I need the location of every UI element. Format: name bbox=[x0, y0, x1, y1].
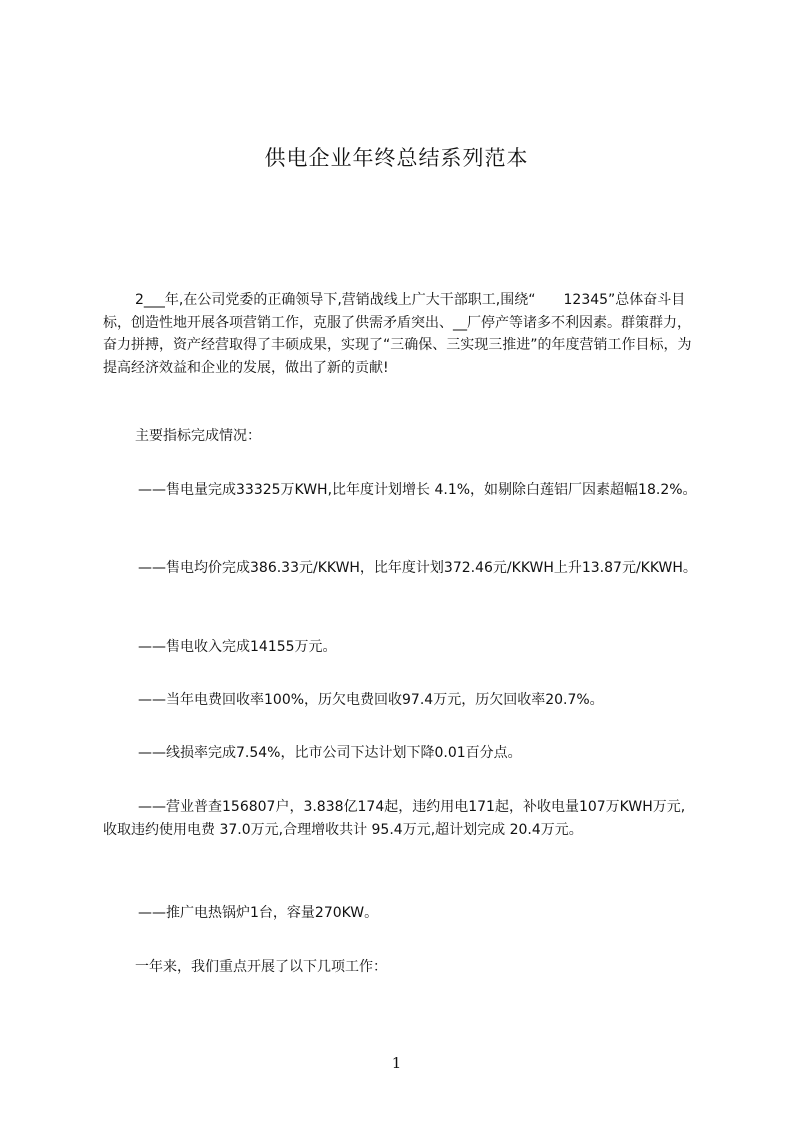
indicator-item: ——售电量完成33325万KWH,比年度计划增长 4.1%，如剔除白莲铝厂因素超幅18.2%。 bbox=[138, 482, 697, 498]
indicator-item: ——售电均价完成386.33元/KKWH，比年度计划372.46元/KKWH上升13.87元/KKWH。 bbox=[138, 560, 697, 576]
indicator-item: ——线损率完成7.54%，比市公司下达计划下降0.01百分点。 bbox=[138, 745, 522, 761]
page-number: 1 bbox=[391, 1054, 402, 1072]
closing-paragraph: 一年来，我们重点开展了以下几项工作： bbox=[135, 959, 387, 975]
indicator-item: ——售电收入完成14155万元。 bbox=[138, 639, 337, 655]
section-heading: 主要指标完成情况： bbox=[135, 428, 261, 444]
intro-paragraph: 2___年,在公司党委的正确领导下,营销战线上广大干部职工,围绕“ 12345”总体奋斗目标，创造性地开展各项营销工作，克服了供需矛盾突出、__厂停产等诸多不利因素。群策群力，奋力拼搏，资产经营取得了丰硕成果，实现了“三确保、三实现三推进”的年度营销工作目标，为提高经济效益和企业的发展，做出了新的贡献! bbox=[103, 292, 692, 376]
indicator-item: ——营业普查156807户，3.838亿174起，违约用电171起，补收电量107万KWH万元,收取违约使用电费 37.0万元,合理增收共计 95.4万元,超计划完成 20.4万元。 bbox=[103, 799, 686, 838]
indicator-item: ——推广电热锅炉1台，容量270KW。 bbox=[138, 905, 379, 921]
document-title: 供电企业年终总结系列范本 bbox=[264, 146, 529, 170]
indicator-item: ——当年电费回收率100%，历欠电费回收97.4万元，历欠回收率20.7%。 bbox=[138, 692, 604, 708]
